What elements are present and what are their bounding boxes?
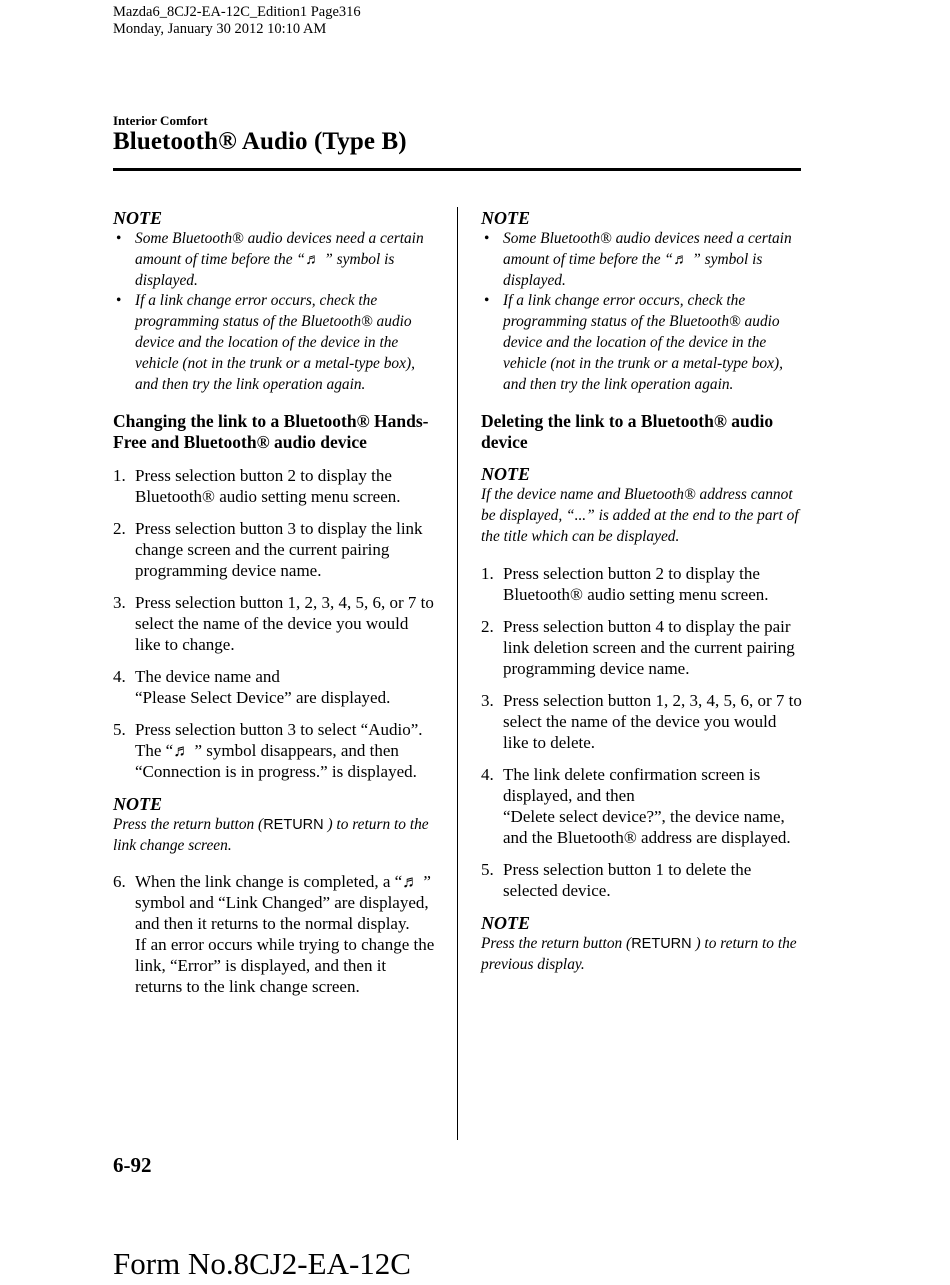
note-text: If the device name and Bluetooth® address cannot be displayed, “...” is added at the end to the part of the title which can be displayed. (481, 486, 799, 545)
note-heading: NOTE (113, 208, 162, 228)
note-return-text: Press the return button (RETURN ) to return to the previous display. (481, 934, 797, 973)
step-item (481, 563, 803, 605)
note-item: • Some Bluetooth® audio devices need a certain amount of time before the “♬ ” symbol is displayed. (481, 229, 803, 291)
section-label: Interior Comfort (113, 113, 208, 128)
note-heading: NOTE (481, 208, 530, 228)
step-text: The link delete confirmation screen is displayed, and then “Delete select device?”, the device name, and the Bluetooth® address are displayed. (503, 764, 791, 847)
form-number: Form No.8CJ2-EA-12C (113, 1246, 411, 1281)
step-item (481, 859, 803, 901)
step-number: 3. (113, 593, 126, 613)
step-item (481, 616, 803, 679)
subsection-heading-changing-link: Changing the link to a Bluetooth® Hands-Free and Bluetooth® audio device (113, 411, 429, 453)
step-number: 3. (481, 690, 494, 710)
print-header-file: Mazda6_8CJ2-EA-12C_Edition1 Page316 (113, 4, 361, 20)
step-item (113, 592, 435, 655)
note-list (481, 229, 803, 395)
step-number: 4. (113, 667, 126, 687)
step-item (113, 871, 435, 997)
step-item (481, 690, 803, 753)
step-item (113, 666, 435, 708)
note-item: • If a link change error occurs, check the programming status of the Bluetooth® audio device and the location of the device in the vehicle (not in the trunk or a metal-type box), and then try the link operation again. (113, 291, 435, 395)
page-number: 6-92 (113, 1153, 152, 1177)
print-header (113, 4, 361, 38)
step-number: 6. (113, 871, 126, 891)
step-text: Press selection button 4 to display the pair link deletion screen and the current pairing programming device name. (503, 616, 795, 678)
note-list (113, 229, 435, 395)
step-text: Press selection button 2 to display the Bluetooth® audio setting menu screen. (503, 563, 769, 604)
note-item: • Some Bluetooth® audio devices need a certain amount of time before the “♬ ” symbol is displayed. (113, 229, 435, 291)
step-text: Press selection button 3 to select “Audio”. The “♬ ” symbol disappears, and then “Connection is in progress.” is displayed. (135, 720, 423, 782)
step-text: Press selection button 3 to display the link change screen and the current pairing programming device name. (135, 519, 423, 581)
step-text: Press selection button 1, 2, 3, 4, 5, 6, or 7 to select the name of the device you would like to delete. (503, 690, 802, 752)
note-item: • If a link change error occurs, check the programming status of the Bluetooth® audio device and the location of the device in the vehicle (not in the trunk or a metal-type box), and then try the link operation again. (481, 291, 803, 395)
step-text: Press selection button 1, 2, 3, 4, 5, 6, or 7 to select the name of the device you would like to change. (135, 593, 434, 655)
note-heading: NOTE (481, 912, 530, 933)
steps-list-delete (481, 563, 803, 901)
step-item (481, 764, 803, 848)
subsection-heading-deleting-link: Deleting the link to a Bluetooth® audio device (481, 411, 774, 453)
step-number: 2. (113, 519, 126, 539)
note-return-text: Press the return button (RETURN ) to return to the link change screen. (113, 816, 429, 855)
step-text: Press selection button 2 to display the Bluetooth® audio setting menu screen. (135, 466, 401, 507)
step-item (113, 719, 435, 782)
column-divider (457, 207, 458, 1140)
step-number: 4. (481, 764, 494, 784)
step-number: 5. (481, 859, 494, 879)
page-title: Bluetooth® Audio (Type B) (113, 128, 407, 155)
step-number: 5. (113, 720, 126, 740)
step-text: Press selection button 1 to delete the selected device. (503, 859, 752, 900)
right-column (481, 207, 803, 975)
step-item (113, 518, 435, 581)
step-text: When the link change is completed, a “♬ ” symbol and “Link Changed” are displayed, and then it returns to the normal display. If an error occurs while trying to change the link, “Error” is displayed, and then it returns to the link change screen. (135, 871, 435, 996)
note-heading: NOTE (113, 794, 162, 815)
left-column (113, 207, 435, 1008)
steps-list-change (113, 465, 435, 782)
steps-list-change-continued (113, 871, 435, 997)
step-number: 1. (481, 563, 494, 583)
step-text: The device name and “Please Select Device” are displayed. (135, 667, 391, 708)
print-header-date: Monday, January 30 2012 10:10 AM (113, 21, 327, 37)
step-item (113, 465, 435, 507)
step-number: 1. (113, 466, 126, 486)
return-button-label: RETURN (263, 817, 324, 834)
note-heading: NOTE (481, 464, 530, 485)
title-rule (113, 168, 801, 171)
step-number: 2. (481, 616, 494, 636)
return-button-label: RETURN (631, 935, 692, 952)
